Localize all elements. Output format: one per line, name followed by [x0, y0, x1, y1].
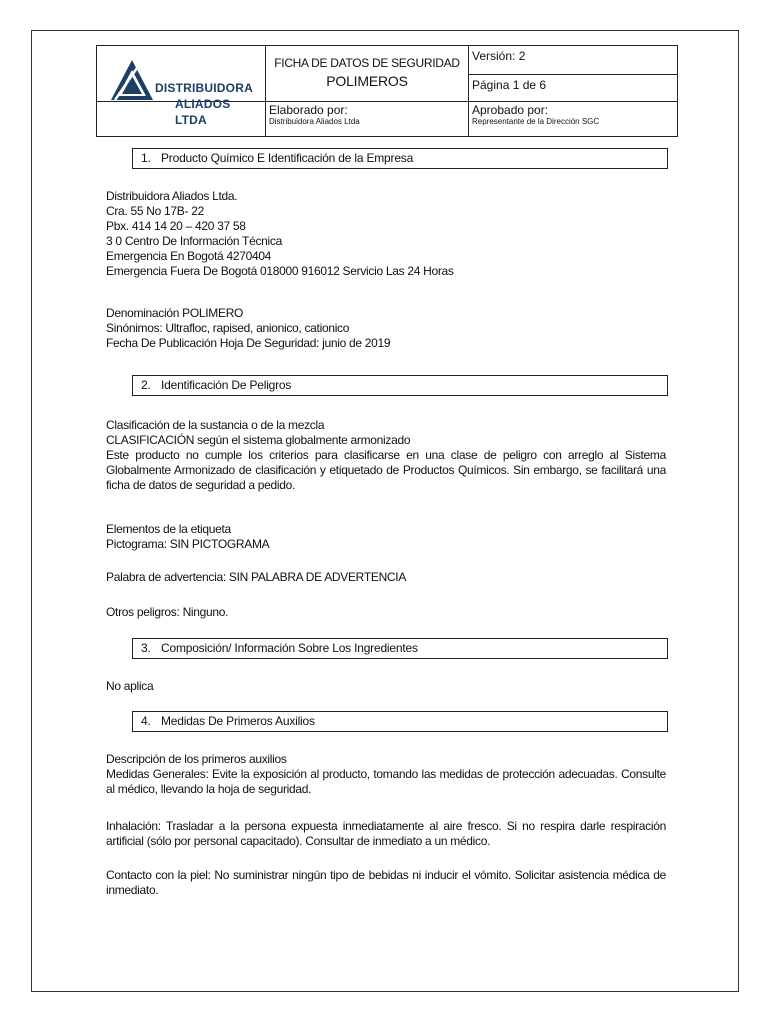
section-4-heading	[132, 711, 668, 732]
label-elements-line: Elementos de la etiqueta	[106, 522, 231, 536]
section-number: 3.	[141, 641, 151, 655]
document-title: FICHA DE DATOS DE SEGURIDAD	[274, 56, 460, 70]
page-cell	[469, 75, 678, 102]
info-center-line: 3 0 Centro De Información Técnica	[106, 234, 282, 248]
classification-statement: Este producto no cumple los criterios para clasificarse en una clase de peligro con arreglo al Sistema Globalmente Armonizado de clasificación y etiquetado de Productos Químicos. Sin embargo, se facilitará una ficha de datos de seguridad a pedido.	[106, 448, 666, 492]
publication-line: Fecha De Publicación Hoja De Seguridad: junio de 2019	[106, 336, 391, 350]
pictogram-line: Pictograma: SIN PICTOGRAMA	[106, 537, 270, 551]
section-number: 1.	[141, 151, 151, 165]
logo-cell	[97, 46, 266, 127]
section-2-classification	[106, 418, 666, 493]
synonyms-line: Sinónimos: Ultrafloc, rapised, anionico, cationico	[106, 321, 350, 335]
company-name-line1: DISTRIBUIDORA	[155, 81, 253, 95]
section-2-heading	[132, 375, 668, 396]
approved-label: Aprobado por:	[472, 103, 549, 117]
section-1-product-info	[106, 306, 666, 351]
ghs-line: CLASIFICACIÓN según el sistema globalmente armonizado	[106, 433, 411, 447]
first-aid-description: Descripción de los primeros auxilios	[106, 752, 287, 766]
company-line: Distribuidora Aliados Ltda.	[106, 189, 238, 203]
prepared-label: Elaborado por:	[269, 103, 348, 117]
section-3-text: No aplica	[106, 679, 154, 693]
prepared-cell	[266, 102, 469, 137]
address-line: Cra. 55 No 17B- 22	[106, 204, 204, 218]
section-4-general	[106, 752, 666, 797]
prepared-by: Distribuidora Aliados Ltda	[269, 117, 360, 126]
section-title: Composición/ Información Sobre Los Ingredientes	[161, 641, 418, 655]
company-logo-icon	[107, 56, 157, 106]
approved-cell	[469, 102, 678, 137]
section-3-heading	[132, 638, 668, 659]
emergency-outside-line: Emergencia Fuera De Bogotá 018000 916012 Servicio Las 24 Horas	[106, 264, 454, 278]
section-title: Medidas De Primeros Auxilios	[161, 714, 315, 728]
other-hazards-line: Otros peligros: Ninguno.	[106, 605, 229, 619]
skin-contact-measures: Contacto con la piel: No suministrar ningún tipo de bebidas ni inducir el vómito. Solicitar asistencia médica de inmediato.	[106, 868, 666, 897]
company-name-line2: ALIADOS LTDA	[175, 97, 231, 127]
company-logo-text	[155, 80, 265, 128]
section-title: Identificación De Peligros	[161, 378, 292, 392]
inhalation-measures: Inhalación: Trasladar a la persona expuesta inmediatamente al aire fresco. Si no respira darle respiración artificial (sólo por personal capacitado). Consultar de inmediato a un médico.	[106, 819, 666, 848]
document-header-table	[96, 45, 678, 137]
section-number: 4.	[141, 714, 151, 728]
phone-line: Pbx. 414 14 20 – 420 37 58	[106, 219, 246, 233]
section-2-label-elements	[106, 522, 666, 552]
section-title: Producto Químico E Identificación de la Empresa	[161, 151, 414, 165]
section-number: 2.	[141, 378, 151, 392]
section-1-heading	[132, 148, 668, 169]
page-number: Página 1 de 6	[472, 78, 547, 92]
title-cell	[266, 46, 469, 102]
signal-word-line: Palabra de advertencia: SIN PALABRA DE ADVERTENCIA	[106, 570, 407, 584]
classification-line: Clasificación de la sustancia o de la mezcla	[106, 418, 325, 432]
approved-by: Representante de la Dirección SGC	[472, 117, 600, 126]
general-measures: Medidas Generales: Evite la exposición al producto, tomando las medidas de protección adecuadas. Consulte al médico, llevando la hoja de seguridad.	[106, 767, 666, 796]
version-cell	[469, 46, 678, 75]
emergency-bogota-line: Emergencia En Bogotá 4270404	[106, 249, 272, 263]
section-1-company-info	[106, 189, 666, 279]
product-name: POLIMEROS	[326, 73, 408, 89]
denomination-line: Denominación POLIMERO	[106, 306, 244, 320]
version-label: Versión: 2	[472, 49, 526, 63]
